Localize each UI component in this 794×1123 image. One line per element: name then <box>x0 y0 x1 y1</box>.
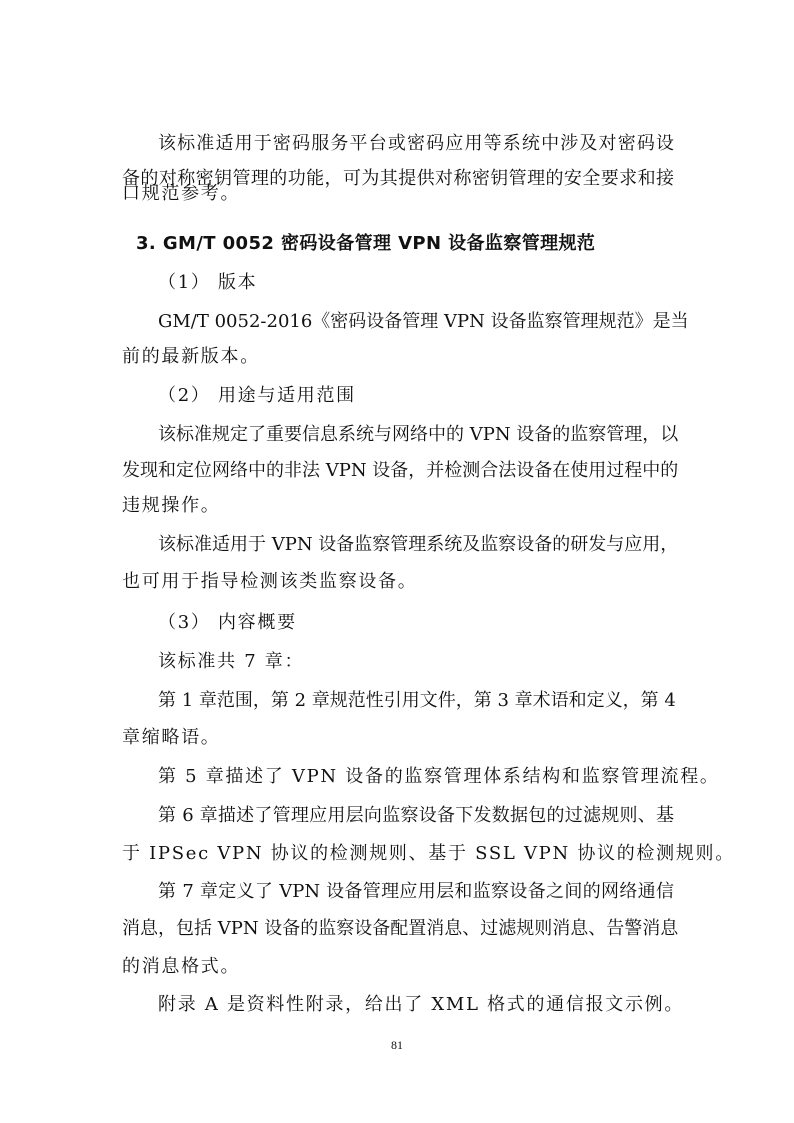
body-text-line: 于 IPSec VPN 协议的检测规则、基于 SSL VPN 协议的检测规则。 <box>122 843 735 864</box>
body-text-line: 也可用于指导检测该类监察设备。 <box>122 571 418 592</box>
body-text-line: 第 1 章范围，第 2 章规范性引用文件，第 3 章术语和定义，第 4 <box>158 690 676 711</box>
section-heading: 3. GM/T 0052 密码设备管理 VPN 设备监察管理规范 <box>136 233 596 254</box>
subsection-heading: （3） 内容概要 <box>158 612 297 633</box>
body-text-line: 违规操作。 <box>122 495 221 516</box>
body-text-line: 章缩略语。 <box>122 727 221 748</box>
body-text-line: 前的最新版本。 <box>122 346 260 367</box>
body-text-line: 该标准适用于 VPN 设备监察管理系统及监察设备的研发与应用， <box>158 534 679 555</box>
body-text-line: 该标准共 7 章： <box>158 651 305 672</box>
body-text-line: 口规范参考。 <box>122 183 241 204</box>
body-text-line: 的消息格式。 <box>122 956 241 977</box>
body-text-line: 附录 A 是资料性附录，给出了 XML 格式的通信报文示例。 <box>158 994 685 1015</box>
page-number: 81 <box>391 1038 403 1052</box>
subsection-heading: （1） 版本 <box>158 272 258 293</box>
body-text-line: 第 5 章描述了 VPN 设备的监察管理体系结构和监察管理流程。 <box>158 766 720 787</box>
body-text-line: 该标准适用于密码服务平台或密码应用等系统中涉及对密码设 <box>158 133 674 154</box>
body-text-line: 第 6 章描述了管理应用层向监察设备下发数据包的过滤规则、基 <box>158 805 674 826</box>
body-text-line: GM/T 0052-2016《密码设备管理 VPN 设备监察管理规范》是当 <box>158 311 689 332</box>
body-text-line: 发现和定位网络中的非法 VPN 设备，并检测合法设备在使用过程中的 <box>122 460 679 481</box>
body-text-line: 第 7 章定义了 VPN 设备管理应用层和监察设备之间的网络通信 <box>158 881 674 902</box>
body-text-line: 备的对称密钥管理的功能，可为其提供对称密钥管理的安全要求和接 <box>122 168 674 189</box>
body-text-line: 该标准规定了重要信息系统与网络中的 VPN 设备的监察管理，以 <box>158 424 679 445</box>
subsection-heading: （2） 用途与适用范围 <box>158 385 356 406</box>
body-text-line: 消息，包括 VPN 设备的监察设备配置消息、过滤规则消息、告警消息 <box>122 918 679 939</box>
